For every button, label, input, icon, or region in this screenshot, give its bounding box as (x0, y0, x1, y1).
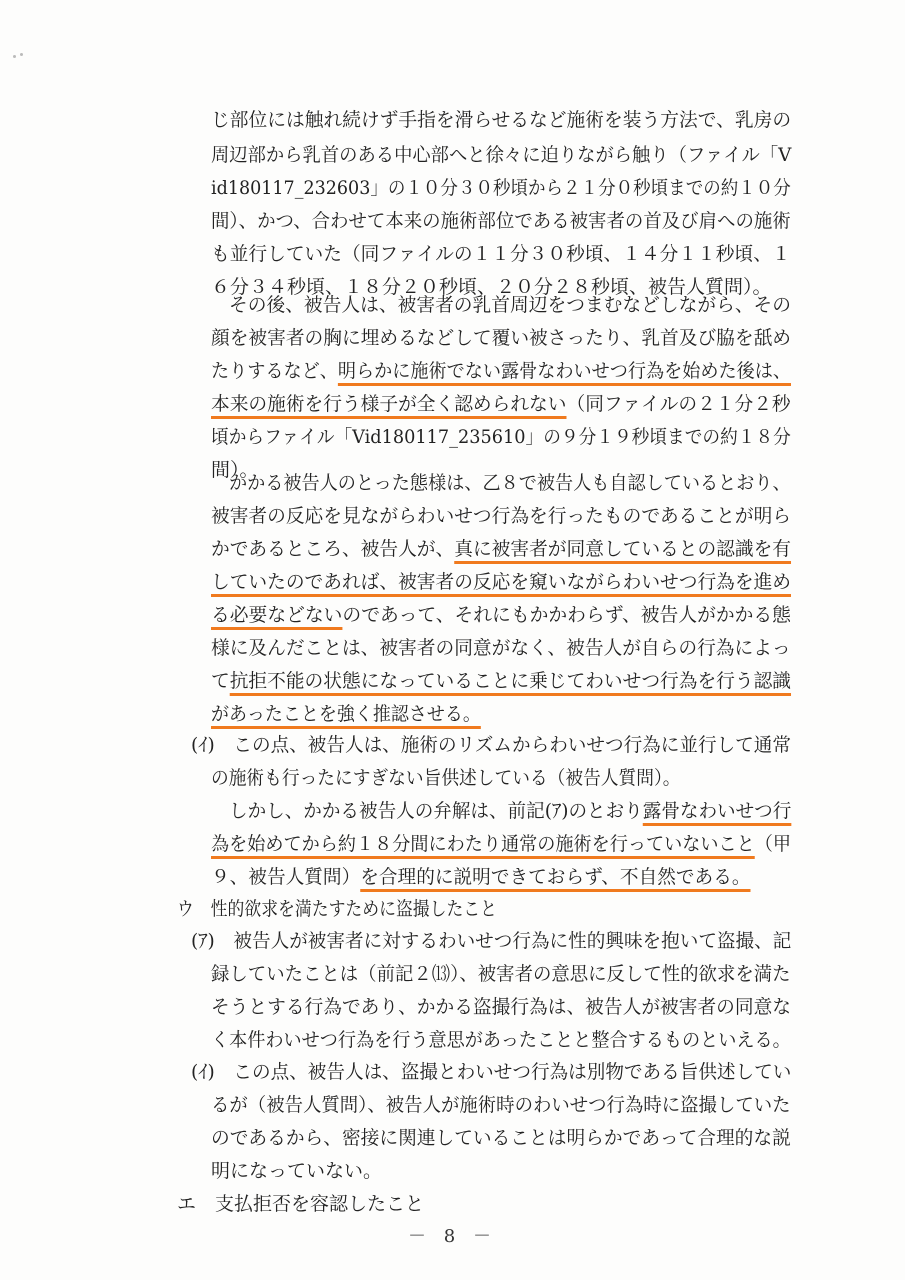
text-line (211, 1123, 791, 1153)
text-line (211, 829, 791, 859)
text-segment: 間）、かつ、合わせて本来の施術部位である被害者の首及び肩への施術 (211, 210, 791, 232)
text-segment: その後、被告人は、被害者の乳首周辺をつまむなどしながら、その (229, 294, 792, 316)
page-number: － 8 － (408, 1226, 497, 1247)
text-segment: しかし、かかる被告人の弁解は、前記(ｱ)のとおり (229, 800, 643, 822)
text-line (211, 666, 791, 696)
text-line (211, 567, 791, 597)
underlined-text: を合理的に説明できておらず、不自然である。 (360, 866, 751, 888)
text-segment: 周辺部から乳首のある中心部へと徐々に迫りながら触り（ファイル「V (211, 144, 792, 166)
text-segment: 被害者の反応を見ながらわいせつ行為を行ったものであることが明ら (211, 505, 792, 527)
scan-speck (13, 55, 16, 58)
text-line (191, 926, 791, 956)
text-segment: 間）。 (211, 459, 259, 481)
text-segment: ９、被告人質問） (211, 866, 361, 888)
text-line (211, 422, 791, 452)
text-segment: 録していたことは（前記２⒀）、被害者の意思に反して性的欲求を満た (211, 963, 791, 985)
text-segment: く本件わいせつ行為を行う意思があったことと整合するものといえる。 (211, 1029, 791, 1051)
text-line (211, 1025, 791, 1055)
text-line (211, 389, 791, 419)
text-line (177, 894, 497, 924)
text-segment: のであるから、密接に関連していることは明らかであって合理的な説 (211, 1127, 791, 1149)
underlined-text: があったことを強く推認させる。 (211, 703, 481, 725)
underlined-text: していたのであれば、被害者の反応を窺いながらわいせつ行為を進め (211, 571, 792, 593)
text-line (211, 239, 791, 269)
underlined-text: 真に被害者が同意しているとの認識を有 (454, 538, 792, 560)
text-line (211, 206, 791, 236)
text-line (177, 1189, 424, 1219)
text-line (211, 959, 791, 989)
underlined-text: 明らかに施術でない露骨なわいせつ行為を始めた後は、 (337, 360, 792, 382)
text-segment: 様に及んだことは、被害者の同意がなく、被告人が自らの行為によっ (211, 637, 791, 659)
text-segment: て (211, 670, 230, 692)
text-line (211, 862, 750, 892)
scan-speck (20, 53, 23, 56)
text-line (211, 173, 791, 203)
text-line (211, 1156, 382, 1186)
text-segment: も並行していた（同ファイルの１１分３０秒頃、１４分１１秒頃、１ (211, 243, 791, 265)
underlined-text: る必要などない (211, 604, 343, 626)
underlined-text: 抗拒不能の状態になっていることに乗じてわいせつ行為を行う認識 (229, 670, 792, 692)
text-line (211, 534, 791, 564)
text-line (211, 633, 791, 663)
text-line (211, 323, 791, 353)
text-line (191, 1057, 791, 1087)
text-line (229, 468, 791, 498)
text-segment: 頃からファイル「Vid180117_235610」の９分１９秒頃までの約１８分 (211, 426, 791, 448)
text-line (211, 992, 791, 1022)
text-segment: じ部位には触れ続けず手指を滑らせるなど施術を装う方法で、乳房の (211, 109, 792, 131)
text-line (211, 1090, 791, 1120)
text-line (211, 699, 481, 729)
text-segment: （同ファイルの２１分２秒 (566, 393, 791, 415)
text-segment: ６分３４秒頃、１８分２０秒頃、２０分２８秒頃、被告人質問）。 (211, 276, 772, 298)
text-segment: id180117_232603」の１０分３０秒頃から２１分０秒頃までの約１０分 (211, 177, 791, 199)
text-segment: そうとする行為であり、かかる盗撮行為は、被告人が被害者の同意な (211, 996, 792, 1018)
text-line (191, 730, 791, 760)
text-line (229, 796, 791, 826)
text-segment: のであって、それにもかかわらず、被告人がかかる態 (342, 604, 791, 626)
text-line (211, 140, 791, 170)
text-line (211, 105, 791, 135)
text-segment: るが（被告人質問）、被告人が施術時のわいせつ行為時に盗撮していた (211, 1094, 791, 1116)
text-line (229, 290, 791, 320)
text-line (211, 600, 791, 630)
text-segment: ウ 性的欲求を満たすために盗撮したこと (177, 898, 498, 920)
text-segment: 明になっていない。 (211, 1160, 383, 1182)
text-segment: の施術も行ったにすぎない旨供述している（被告人質問）。 (211, 767, 681, 789)
text-line (211, 501, 791, 531)
text-segment: (ｲ) この点、被告人は、盗撮とわいせつ行為は別物である旨供述してい (191, 1061, 792, 1083)
text-segment: (ｲ) この点、被告人は、施術のリズムからわいせつ行為に並行して通常 (191, 734, 791, 756)
text-segment: エ 支払拒否を容認したこと (177, 1193, 425, 1215)
underlined-text: 為を始めてから約１８分間にわたり通常の施術を行っていないこと (211, 833, 755, 855)
underlined-text: 本来の施術を行う様子が全く認められない (211, 393, 567, 415)
text-segment: かかる被告人のとった態様は、乙８で被告人も自認しているとおり、 (229, 472, 791, 494)
text-line (211, 763, 681, 793)
text-line (211, 356, 791, 386)
text-segment: (ｱ) 被告人が被害者に対するわいせつ行為に性的興味を抱いて盗撮、記 (191, 930, 792, 952)
text-segment: たりするなど、 (211, 360, 338, 382)
text-segment: かであるところ、被告人が、 (211, 538, 455, 560)
underlined-text: 露骨なわいせつ行 (642, 800, 792, 822)
text-segment: 顔を被害者の胸に埋めるなどして覆い被さったり、乳首及び脇を舐め (211, 327, 792, 349)
text-segment: （甲 (754, 833, 792, 855)
